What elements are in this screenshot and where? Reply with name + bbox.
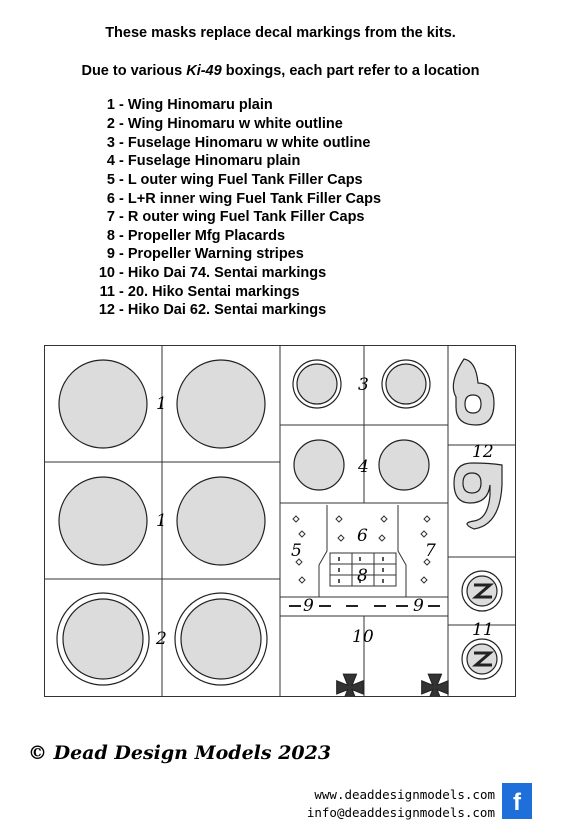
label-part-1b: 1 [156, 511, 167, 531]
label-part-8: 8 [357, 566, 368, 586]
label-part-6: 6 [357, 526, 368, 546]
roundel-1b [177, 360, 265, 448]
legend-item: 6 - L+R inner wing Fuel Tank Filler Caps [106, 191, 382, 207]
legend-item: 4 - Fuselage Hinomaru plain [106, 153, 301, 169]
legend-item: 8 - Propeller Mfg Placards [106, 228, 286, 244]
roundel-2b [181, 599, 261, 679]
label-part-9a: 9 [303, 596, 314, 616]
label-part-11: 11 [472, 620, 494, 640]
mask-sheet [44, 345, 516, 697]
roundel-4b [379, 440, 429, 490]
label-part-1a: 1 [156, 394, 167, 414]
roundel-4a [294, 440, 344, 490]
roundel-1c [59, 477, 147, 565]
tail-symbol-12a [453, 359, 494, 425]
legend-item: 12 - Hiko Dai 62. Sentai markings [98, 302, 327, 318]
label-part-10: 10 [352, 627, 374, 647]
legend-item: 11 - 20. Hiko Sentai markings [99, 284, 300, 300]
legend-item: 2 - Wing Hinomaru w white outline [106, 116, 343, 132]
roundel-3a [297, 364, 337, 404]
label-part-12: 12 [472, 442, 494, 462]
email-link[interactable]: info@deaddesignmodels.com [306, 805, 495, 820]
label-part-2: 2 [156, 629, 167, 649]
roundel-1a [59, 360, 147, 448]
roundel-3b [386, 364, 426, 404]
boxing-note-suffix: boxings, each part refer to a location [221, 63, 480, 79]
label-part-7: 7 [425, 541, 436, 561]
cross-marking-10b [422, 674, 448, 697]
label-part-5: 5 [291, 541, 302, 561]
website-link[interactable]: www.deaddesignmodels.com [314, 787, 495, 802]
tail-symbol-12b [454, 463, 502, 529]
legend-item: 7 - R outer wing Fuel Tank Filler Caps [106, 209, 365, 225]
model-name: Ki-49 [186, 63, 222, 79]
roundel-2a [63, 599, 143, 679]
legend-item: 1 - Wing Hinomaru plain [106, 97, 273, 113]
label-part-3: 3 [358, 375, 369, 395]
boxing-note-prefix: Due to various [81, 63, 187, 79]
label-part-9b: 9 [413, 596, 424, 616]
legend-item: 5 - L outer wing Fuel Tank Filler Caps [106, 172, 363, 188]
facebook-icon[interactable]: f [502, 783, 532, 819]
legend-item: 3 - Fuselage Hinomaru w white outline [106, 135, 371, 151]
boxing-note [0, 63, 561, 79]
roundel-1d [177, 477, 265, 565]
legend-item: 10 - Hiko Dai 74. Sentai markings [98, 265, 327, 281]
label-part-4: 4 [358, 457, 369, 477]
intro-line: These masks replace decal markings from the kits. [105, 25, 456, 41]
copyright: © Dead Design Models 2023 [28, 742, 332, 764]
legend-item: 9 - Propeller Warning stripes [106, 246, 304, 262]
mask-sheet-drawing [44, 345, 516, 697]
